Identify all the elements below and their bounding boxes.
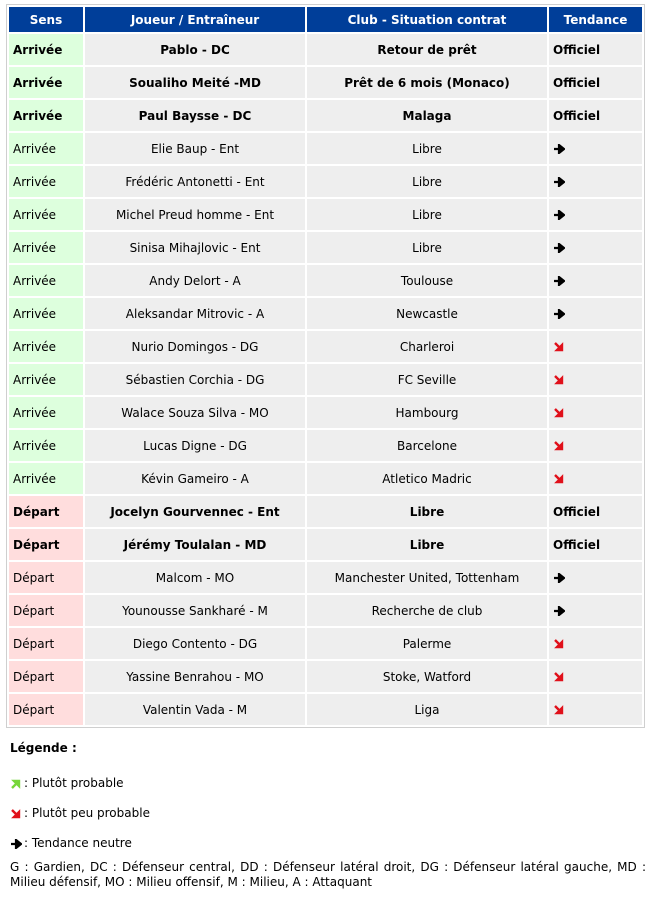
cell-tendance: Officiel — [549, 34, 642, 65]
cell-club: Malaga — [307, 100, 547, 131]
cell-sens: Arrivée — [9, 298, 83, 329]
cell-sens: Départ — [9, 529, 83, 560]
arrow-right-icon — [553, 276, 565, 286]
cell-tendance — [549, 562, 642, 593]
header-tendance: Tendance — [549, 7, 642, 32]
table-row — [9, 265, 642, 296]
cell-club: Liga — [307, 694, 547, 725]
cell-tendance: Officiel — [549, 496, 642, 527]
cell-joueur: Kévin Gameiro - A — [85, 463, 305, 494]
table-row — [9, 529, 642, 560]
cell-joueur: Andy Delort - A — [85, 265, 305, 296]
table-row — [9, 430, 642, 461]
cell-joueur: Soualiho Meité -MD — [85, 67, 305, 98]
cell-joueur: Malcom - MO — [85, 562, 305, 593]
table-row — [9, 298, 642, 329]
arrow-down-right-icon — [10, 808, 22, 820]
arrow-down-right-icon — [553, 407, 565, 419]
table-row — [9, 331, 642, 362]
arrow-right-icon — [553, 606, 565, 616]
cell-tendance — [549, 694, 642, 725]
header-sens: Sens — [9, 7, 83, 32]
cell-sens: Arrivée — [9, 331, 83, 362]
cell-club: Libre — [307, 529, 547, 560]
arrow-right-icon — [553, 177, 565, 187]
arrow-right-icon — [10, 839, 22, 849]
cell-tendance: Officiel — [549, 529, 642, 560]
header-club: Club - Situation contrat — [307, 7, 547, 32]
cell-tendance — [549, 397, 642, 428]
cell-club: Palerme — [307, 628, 547, 659]
arrow-right-icon — [553, 144, 565, 154]
legend-neutre-text: : Tendance neutre — [24, 836, 132, 850]
legend-probable — [10, 775, 645, 805]
cell-club: Retour de prêt — [307, 34, 547, 65]
cell-sens: Départ — [9, 628, 83, 659]
cell-joueur: Sinisa Mihajlovic - Ent — [85, 232, 305, 263]
cell-sens: Arrivée — [9, 397, 83, 428]
cell-club: Hambourg — [307, 397, 547, 428]
arrow-down-right-icon — [553, 440, 565, 452]
cell-joueur: Jérémy Toulalan - MD — [85, 529, 305, 560]
table-header-row — [9, 7, 642, 32]
cell-sens: Arrivée — [9, 463, 83, 494]
arrow-down-right-icon — [553, 638, 565, 650]
arrow-down-right-icon — [553, 374, 565, 386]
cell-sens: Arrivée — [9, 430, 83, 461]
table-row — [9, 34, 642, 65]
table-row — [9, 628, 642, 659]
arrow-down-right-icon — [553, 473, 565, 485]
cell-tendance — [549, 265, 642, 296]
cell-joueur: Walace Souza Silva - MO — [85, 397, 305, 428]
cell-tendance — [549, 199, 642, 230]
cell-joueur: Aleksandar Mitrovic - A — [85, 298, 305, 329]
cell-tendance — [549, 463, 642, 494]
cell-club: Toulouse — [307, 265, 547, 296]
cell-club: Prêt de 6 mois (Monaco) — [307, 67, 547, 98]
cell-sens: Arrivée — [9, 232, 83, 263]
cell-joueur: Sébastien Corchia - DG — [85, 364, 305, 395]
cell-sens: Arrivée — [9, 67, 83, 98]
legend-peu-probable-text: : Plutôt peu probable — [24, 806, 150, 820]
table-row — [9, 562, 642, 593]
legend — [10, 741, 645, 865]
arrow-up-right-icon — [10, 778, 22, 790]
cell-tendance — [549, 661, 642, 692]
cell-joueur: Pablo - DC — [85, 34, 305, 65]
legend-probable-text: : Plutôt probable — [24, 776, 124, 790]
arrow-down-right-icon — [553, 671, 565, 683]
cell-club: Libre — [307, 166, 547, 197]
cell-sens: Arrivée — [9, 34, 83, 65]
cell-sens: Départ — [9, 562, 83, 593]
cell-tendance — [549, 595, 642, 626]
arrow-right-icon — [553, 573, 565, 583]
cell-sens: Arrivée — [9, 133, 83, 164]
cell-tendance — [549, 331, 642, 362]
cell-sens: Arrivée — [9, 364, 83, 395]
cell-club: Charleroi — [307, 331, 547, 362]
cell-tendance: Officiel — [549, 100, 642, 131]
cell-tendance — [549, 166, 642, 197]
arrow-right-icon — [553, 210, 565, 220]
cell-sens: Départ — [9, 496, 83, 527]
cell-tendance — [549, 133, 642, 164]
arrow-right-icon — [553, 309, 565, 319]
cell-joueur: Paul Baysse - DC — [85, 100, 305, 131]
cell-club: Libre — [307, 199, 547, 230]
cell-joueur: Yassine Benrahou - MO — [85, 661, 305, 692]
table-row — [9, 166, 642, 197]
cell-joueur: Nurio Domingos - DG — [85, 331, 305, 362]
table-row — [9, 595, 642, 626]
cell-sens: Départ — [9, 595, 83, 626]
cell-club: FC Seville — [307, 364, 547, 395]
table-row — [9, 199, 642, 230]
cell-tendance — [549, 628, 642, 659]
cell-club: Libre — [307, 133, 547, 164]
legend-peu-probable — [10, 805, 645, 835]
arrow-right-icon — [553, 243, 565, 253]
cell-sens: Arrivée — [9, 100, 83, 131]
table-row — [9, 694, 642, 725]
cell-club: Newcastle — [307, 298, 547, 329]
cell-club: Barcelone — [307, 430, 547, 461]
cell-sens: Départ — [9, 661, 83, 692]
cell-club: Atletico Madric — [307, 463, 547, 494]
cell-tendance — [549, 298, 642, 329]
table-row — [9, 133, 642, 164]
table-row — [9, 100, 642, 131]
cell-joueur: Elie Baup - Ent — [85, 133, 305, 164]
cell-club: Libre — [307, 232, 547, 263]
cell-joueur: Michel Preud homme - Ent — [85, 199, 305, 230]
cell-joueur: Lucas Digne - DG — [85, 430, 305, 461]
table-row — [9, 496, 642, 527]
cell-club: Libre — [307, 496, 547, 527]
table-row — [9, 661, 642, 692]
table-row — [9, 397, 642, 428]
cell-joueur: Frédéric Antonetti - Ent — [85, 166, 305, 197]
header-joueur: Joueur / Entraîneur — [85, 7, 305, 32]
cell-tendance — [549, 364, 642, 395]
cell-sens: Arrivée — [9, 265, 83, 296]
transfers-table — [7, 5, 644, 727]
table-row — [9, 463, 642, 494]
cell-joueur: Jocelyn Gourvennec - Ent — [85, 496, 305, 527]
table-row — [9, 67, 642, 98]
cell-tendance — [549, 430, 642, 461]
arrow-down-right-icon — [553, 704, 565, 716]
cell-sens: Arrivée — [9, 199, 83, 230]
table-row — [9, 232, 642, 263]
position-abbreviations: G : Gardien, DC : Défenseur central, DD : Défenseur latéral droit, DG : Défenseur latéral gauche, MD : Milieu défensif, MO : Milieu offensif, M : Milieu, A : Attaquant — [10, 860, 646, 889]
cell-joueur: Younousse Sankharé - M — [85, 595, 305, 626]
cell-joueur: Valentin Vada - M — [85, 694, 305, 725]
cell-sens: Arrivée — [9, 166, 83, 197]
cell-tendance: Officiel — [549, 67, 642, 98]
legend-title: Légende : — [10, 741, 77, 755]
table-row — [9, 364, 642, 395]
cell-club: Recherche de club — [307, 595, 547, 626]
cell-joueur: Diego Contento - DG — [85, 628, 305, 659]
cell-club: Stoke, Watford — [307, 661, 547, 692]
cell-club: Manchester United, Tottenham — [307, 562, 547, 593]
cell-tendance — [549, 232, 642, 263]
arrow-down-right-icon — [553, 341, 565, 353]
cell-sens: Départ — [9, 694, 83, 725]
